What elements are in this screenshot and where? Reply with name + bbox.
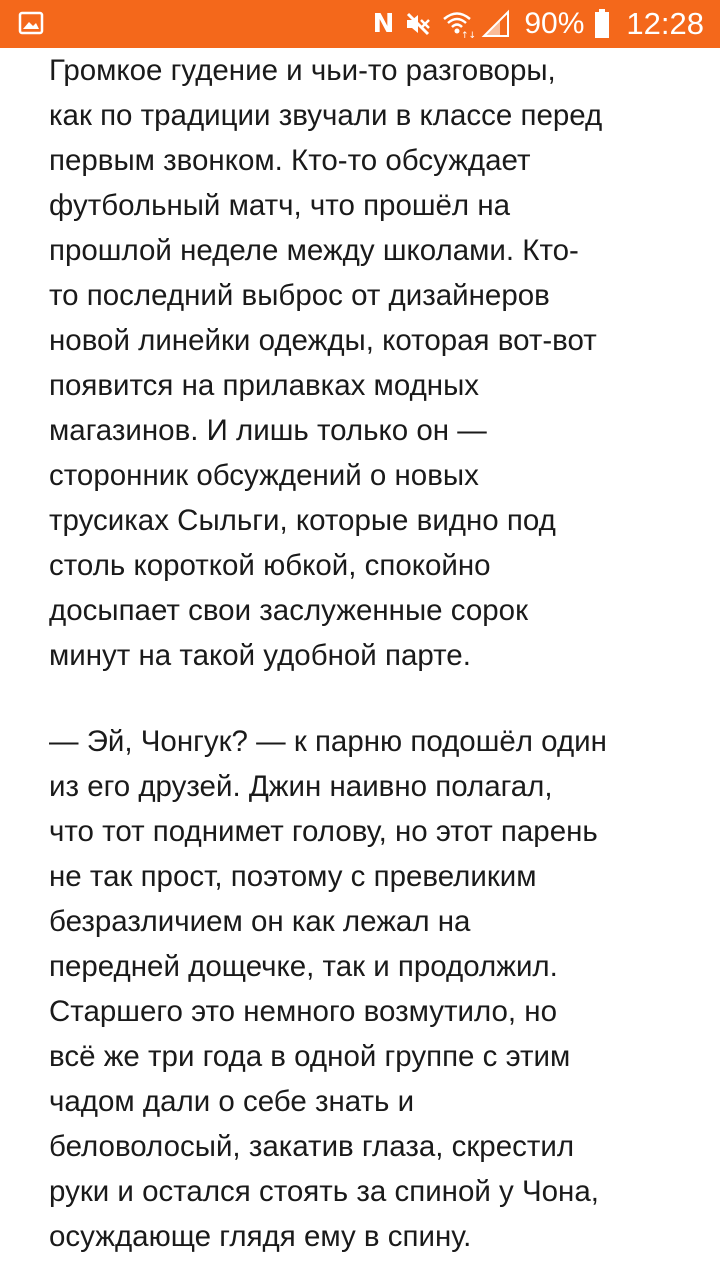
text-line: футбольный матч, что прошёл на (49, 189, 511, 222)
text-line: руки и остался стоять за спиной у Чона, (49, 1175, 599, 1208)
article-body (49, 48, 689, 1259)
wifi-icon (442, 10, 477, 41)
image-notification-icon (18, 10, 44, 36)
text-line: новой линейки одежды, которая вот-вот (49, 324, 597, 357)
text-line: не так прост, поэтому с превеликим (49, 860, 537, 893)
text-line: первым звонком. Кто-то обсуждает (49, 144, 531, 177)
clock: 12:28 (626, 6, 704, 41)
text-line: из его друзей. Джин наивно полагал, (49, 770, 553, 803)
text-line: досыпает свои заслуженные сорок (49, 594, 528, 627)
signal-icon (482, 10, 510, 38)
text-line: всё же три года в одной группе с этим (49, 1040, 571, 1073)
text-line: сторонник обсуждений о новых (49, 459, 479, 492)
text-line: магазинов. И лишь только он — (49, 414, 487, 447)
text-line: как по традиции звучали в классе перед (49, 99, 603, 132)
text-line: безразличием он как лежал на (49, 905, 471, 938)
text-line: чадом дали о себе знать и (49, 1085, 415, 1118)
paragraph-2 (49, 719, 689, 1259)
mute-icon (404, 11, 432, 37)
status-bar (0, 0, 720, 48)
svg-text:↑↓: ↑↓ (461, 31, 477, 41)
nfc-icon: N (372, 9, 395, 39)
text-line: — Эй, Чонгук? — к парню подошёл один (49, 725, 607, 758)
text-line: столь короткой юбкой, спокойно (49, 549, 491, 582)
text-line: беловолосый, закатив глаза, скрестил (49, 1130, 575, 1163)
text-line: что тот поднимет голову, но этот парень (49, 815, 598, 848)
text-line: осуждающе глядя ему в спину. (49, 1220, 472, 1253)
battery-percent: 90% (524, 7, 585, 40)
text-line: появится на прилавках модных (49, 369, 480, 402)
text-line: прошлой неделе между школами. Кто- (49, 234, 579, 267)
text-line: трусиках Сыльги, которые видно под (49, 504, 556, 537)
status-icons (373, 0, 704, 48)
text-line: Старшего это немного возмутило, но (49, 995, 557, 1028)
text-line: Громкое гудение и чьи-то разговоры, (49, 54, 556, 87)
text-line: минут на такой удобной парте. (49, 639, 471, 672)
text-line: передней дощечке, так и продолжил. (49, 950, 558, 983)
text-line: то последний выброс от дизайнеров (49, 279, 550, 312)
battery-icon (594, 9, 610, 39)
paragraph-1 (49, 48, 689, 678)
